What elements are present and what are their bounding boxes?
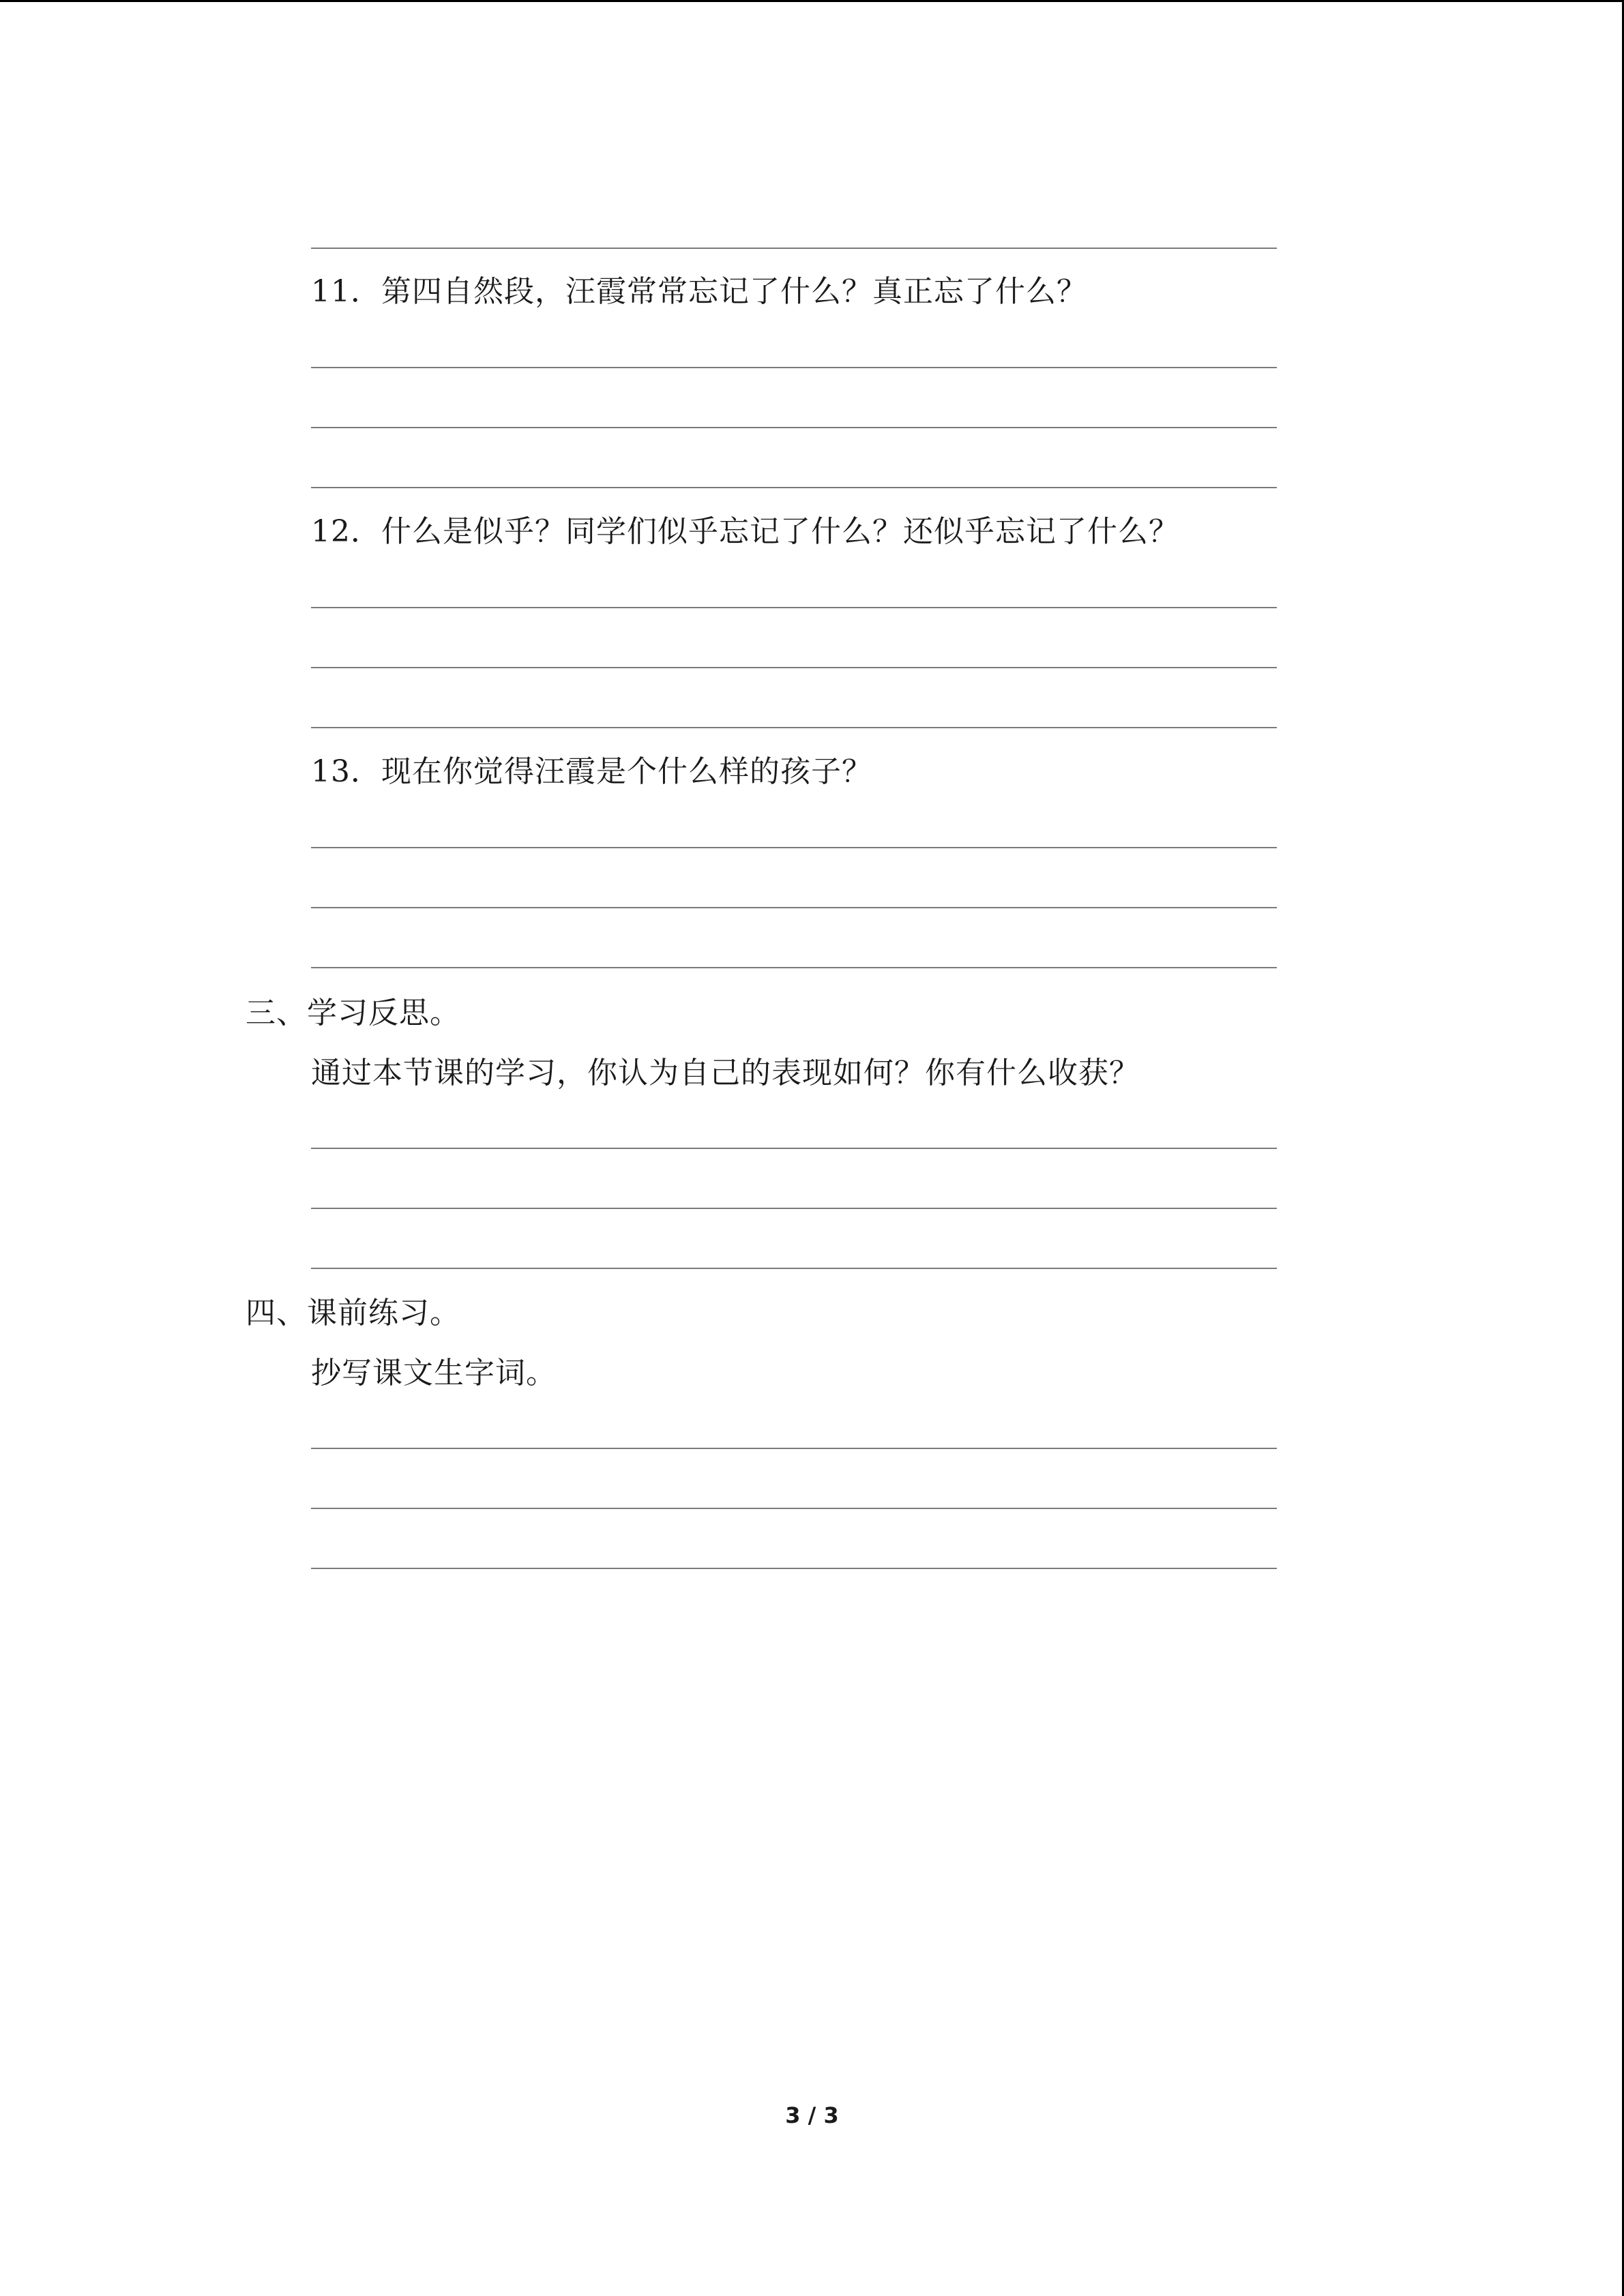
question-11: 11．第四自然段，汪霞常常忘记了什么？真正忘了什么？ (311, 274, 1087, 309)
question-13: 13．现在你觉得汪霞是个什么样的孩子？ (311, 754, 872, 789)
section-3-heading: 三、学习反思。 (246, 996, 460, 1030)
question-12: 12．什么是似乎？同学们似乎忘记了什么？还似乎忘记了什么？ (311, 514, 1179, 549)
answer-line[interactable] (311, 367, 1277, 368)
answer-line[interactable] (311, 667, 1277, 668)
section-3-prompt: 通过本节课的学习，你认为自己的表现如何？你有什么收获？ (311, 1056, 1140, 1090)
answer-line[interactable] (311, 1208, 1277, 1209)
answer-line[interactable] (311, 1568, 1277, 1569)
answer-line[interactable] (311, 487, 1277, 488)
answer-line[interactable] (311, 727, 1277, 728)
answer-line[interactable] (311, 248, 1277, 249)
section-4-prompt: 抄写课文生字词。 (311, 1356, 557, 1390)
answer-line[interactable] (311, 427, 1277, 428)
answer-line[interactable] (311, 1148, 1277, 1149)
page-top-border (0, 0, 1624, 2)
answer-line[interactable] (311, 847, 1277, 848)
page-number: 3 / 3 (785, 2102, 839, 2128)
answer-line[interactable] (311, 1508, 1277, 1509)
section-4-heading: 四、课前练习。 (246, 1296, 460, 1330)
answer-line[interactable] (311, 967, 1277, 968)
answer-line[interactable] (311, 1268, 1277, 1269)
answer-line[interactable] (311, 607, 1277, 608)
answer-line[interactable] (311, 1448, 1277, 1449)
answer-line[interactable] (311, 907, 1277, 908)
